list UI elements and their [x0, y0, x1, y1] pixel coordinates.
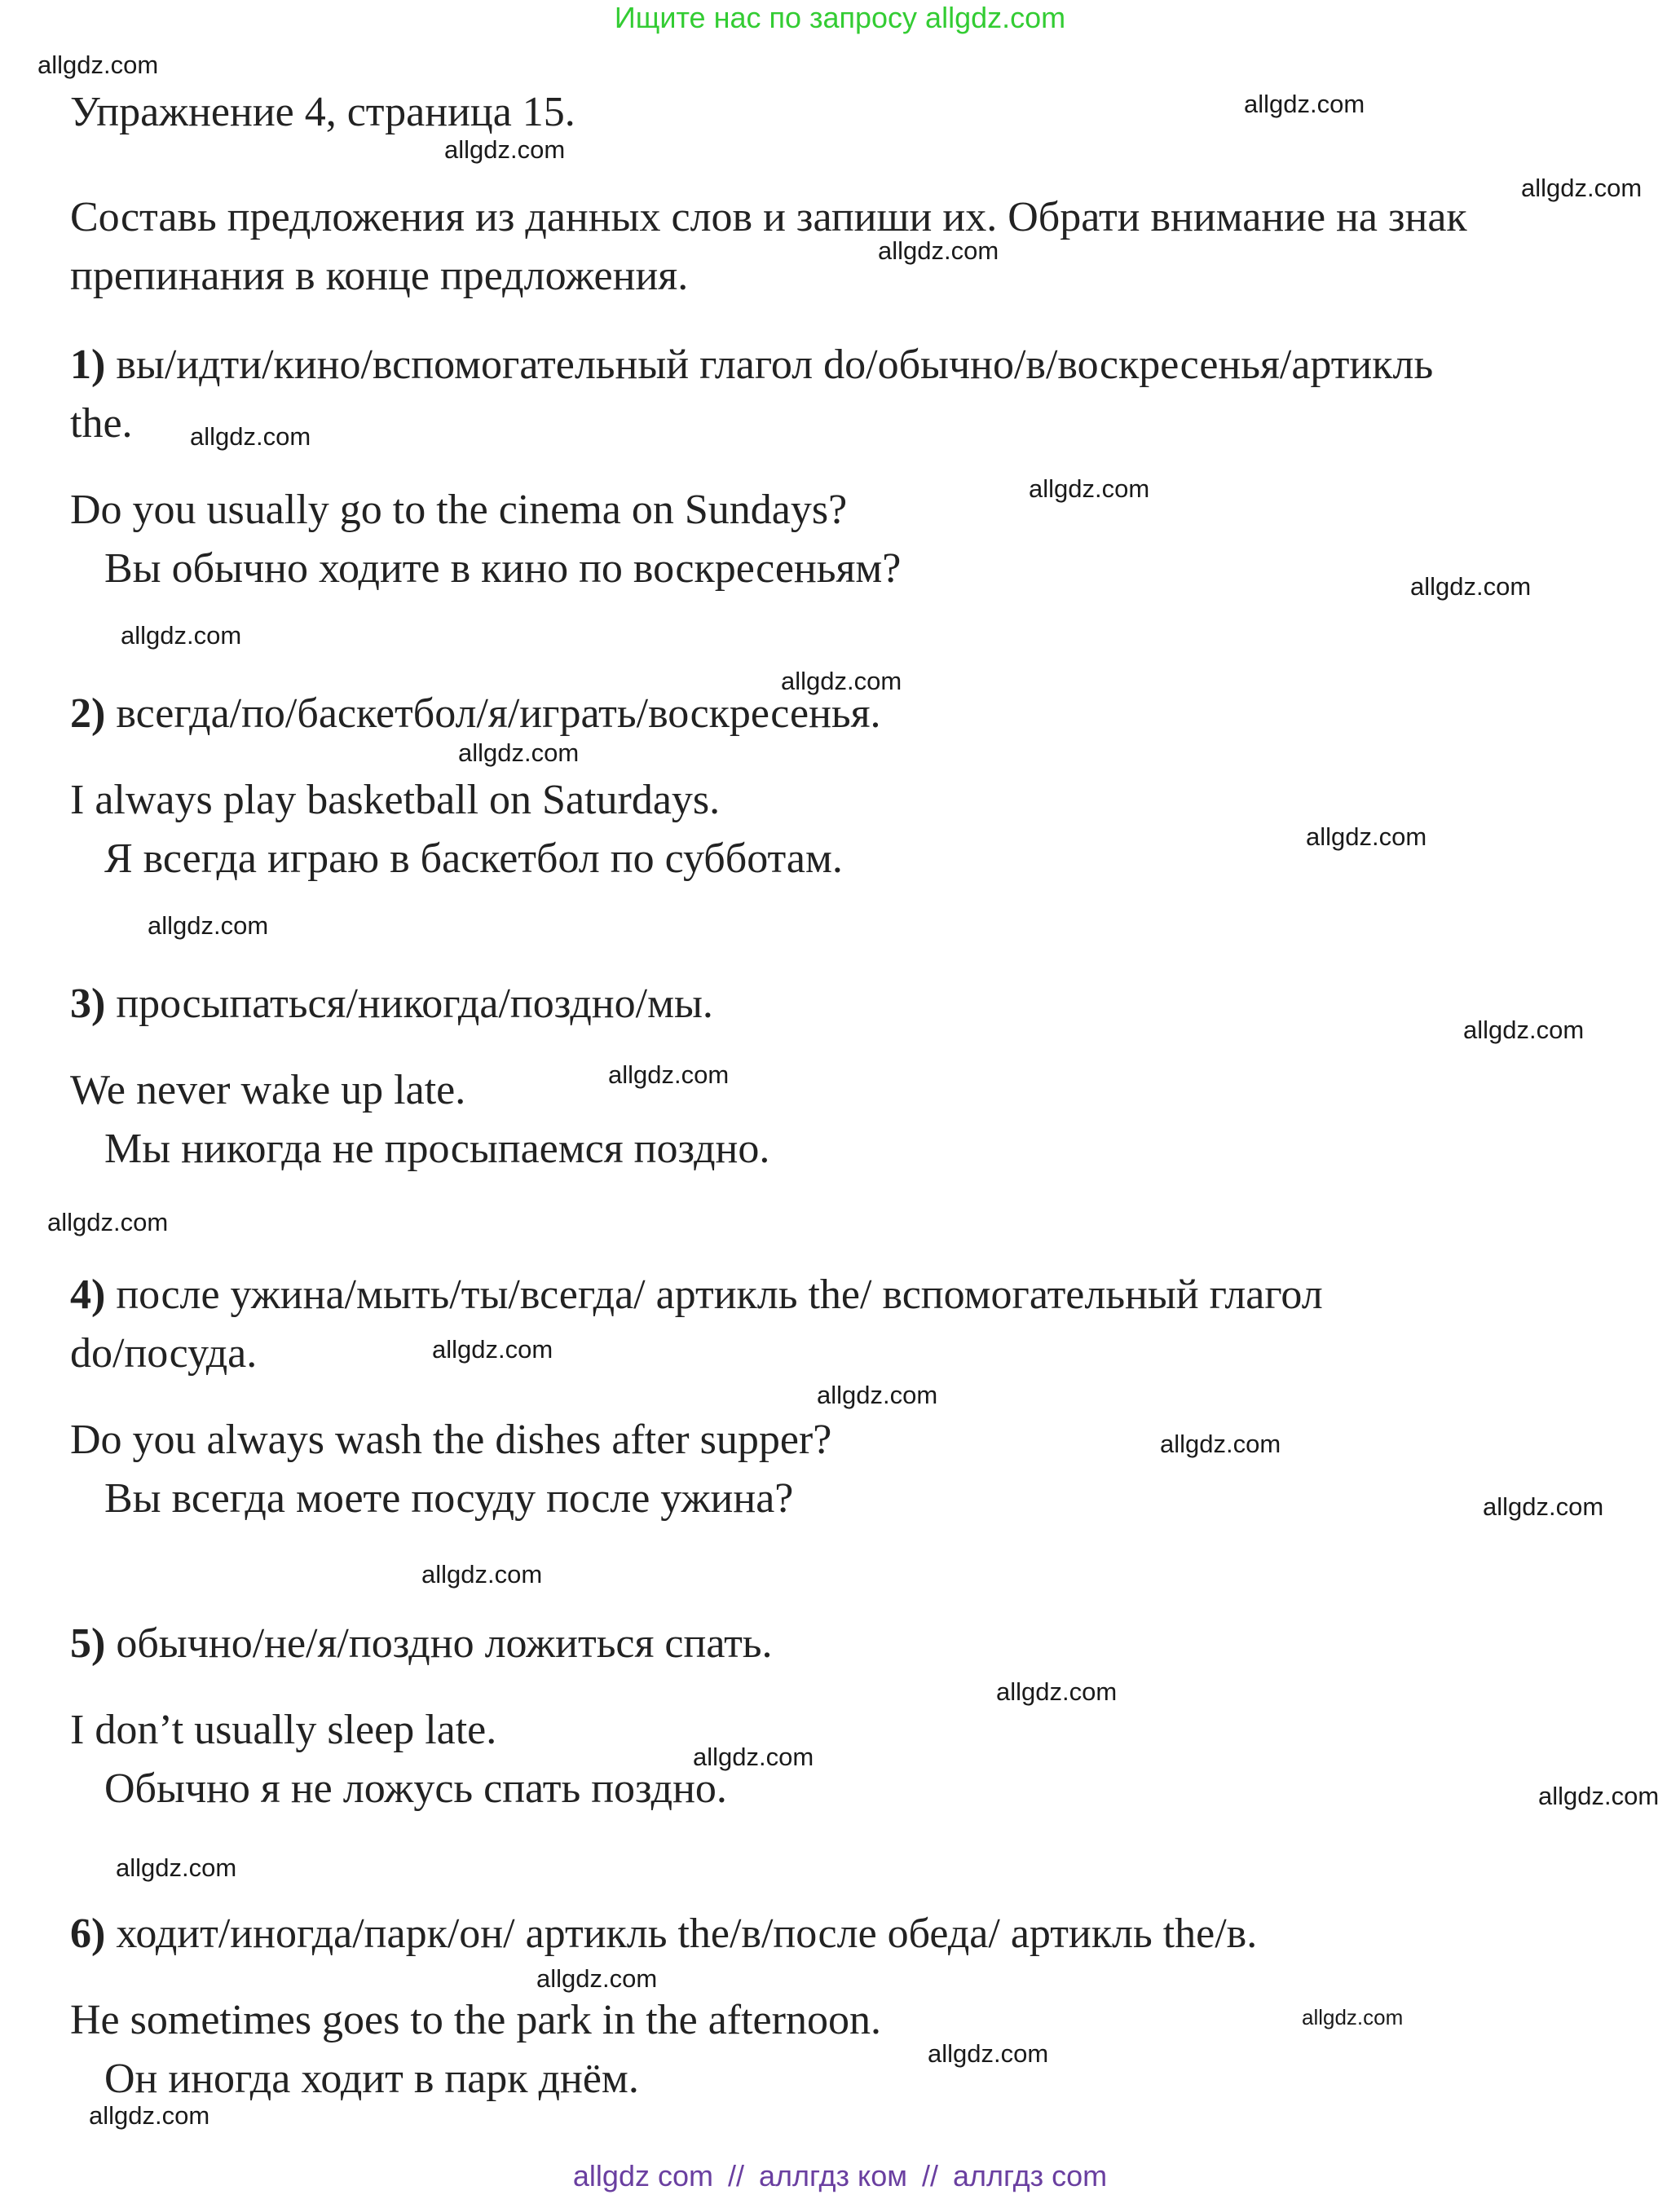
watermark: allgdz.com [89, 2101, 210, 2130]
bottom-banner-item: аллгдз ком [759, 2159, 907, 2192]
watermark: allgdz.com [608, 1060, 730, 1089]
bottom-banner [0, 2158, 1680, 2194]
watermark: allgdz.com [878, 236, 999, 265]
task-2-english: I always play basketball on Saturdays. [70, 777, 721, 823]
task-3-prompt [70, 975, 713, 1033]
task-1-prompt-cont: the. [70, 400, 133, 447]
watermark: allgdz.com [817, 1381, 938, 1409]
watermark: allgdz.com [1244, 90, 1365, 118]
task-4-prompt [70, 1266, 1323, 1324]
watermark: allgdz.com [444, 135, 566, 164]
task-5-prompt-text: обычно/не/я/поздно ложиться спать. [116, 1620, 773, 1667]
watermark: allgdz.com [781, 667, 902, 695]
instruction-line-1: Составь предложения из данных слов и запиши их. Обрати внимание на знак [70, 194, 1467, 240]
task-5-russian: Обычно я не ложусь спать поздно. [104, 1765, 727, 1812]
task-6-number: 6) [70, 1910, 106, 1957]
task-3-prompt-text: просыпаться/никогда/поздно/мы. [116, 981, 713, 1027]
task-1-number: 1) [70, 342, 106, 388]
watermark: allgdz.com [536, 1964, 658, 1993]
page-title: Упражнение 4, страница 15. [70, 89, 575, 135]
watermark: allgdz.com [1538, 1782, 1660, 1810]
task-6-russian: Он иногда ходит в парк днём. [104, 2056, 639, 2102]
task-5-number: 5) [70, 1620, 106, 1667]
watermark: allgdz.com [1483, 1492, 1604, 1521]
task-1-prompt [70, 336, 1433, 394]
task-4-prompt-text: после ужина/мыть/ты/всегда/ артикль the/ вспомогательный глагол [116, 1271, 1323, 1318]
watermark: allgdz.com [458, 738, 580, 767]
task-4-english: Do you always wash the dishes after supper? [70, 1417, 832, 1463]
task-4-prompt-cont: do/посуда. [70, 1330, 258, 1377]
task-1-english: Do you usually go to the cinema on Sundays? [70, 487, 848, 533]
task-2-number: 2) [70, 690, 106, 737]
task-6-prompt-text: ходит/иногда/парк/он/ артикль the/в/после обеда/ артикль the/в. [116, 1910, 1258, 1957]
watermark: allgdz.com [996, 1677, 1118, 1706]
watermark: allgdz.com [37, 51, 159, 79]
watermark: allgdz.com [1029, 474, 1150, 503]
task-5-prompt [70, 1615, 773, 1673]
task-1-prompt-text: вы/идти/кино/вспомогательный глагол do/обычно/в/воскресенья/артикль [116, 342, 1434, 388]
watermark: allgdz.com [47, 1208, 169, 1236]
task-2-prompt-text: всегда/по/баскетбол/я/играть/воскресенья. [116, 690, 881, 737]
watermark: allgdz.com [1302, 2005, 1404, 2029]
task-2-russian: Я всегда играю в баскетбол по субботам. [104, 835, 843, 882]
task-5-english: I don’t usually sleep late. [70, 1707, 497, 1753]
task-4-russian: Вы всегда моете посуду после ужина? [104, 1475, 794, 1522]
watermark: allgdz.com [1160, 1430, 1281, 1458]
watermark: allgdz.com [148, 911, 269, 940]
bottom-banner-item: allgdz com [572, 2159, 713, 2192]
top-banner: Ищите нас по запросу allgdz.com [614, 1, 1066, 34]
task-2-prompt [70, 685, 881, 743]
task-6-english: He sometimes goes to the park in the afternoon. [70, 1997, 881, 2043]
task-3-russian: Мы никогда не просыпаемся поздно. [104, 1126, 770, 1172]
watermark: allgdz.com [1463, 1016, 1585, 1044]
watermark: allgdz.com [693, 1743, 814, 1771]
instruction-line-2: препинания в конце предложения. [70, 253, 689, 299]
bottom-banner-item: аллгдз com [953, 2159, 1108, 2192]
bottom-banner-separator: // [727, 2159, 744, 2192]
task-3-number: 3) [70, 981, 106, 1027]
watermark: allgdz.com [190, 422, 311, 451]
watermark: allgdz.com [121, 621, 242, 650]
watermark: allgdz.com [421, 1560, 543, 1589]
watermark: allgdz.com [432, 1335, 553, 1364]
watermark: allgdz.com [928, 2039, 1049, 2068]
task-3-english: We never wake up late. [70, 1067, 466, 1113]
bottom-banner-separator: // [922, 2159, 939, 2192]
task-1-russian: Вы обычно ходите в кино по воскресеньям? [104, 545, 902, 592]
watermark: allgdz.com [116, 1853, 237, 1882]
watermark: allgdz.com [1521, 174, 1643, 202]
watermark: allgdz.com [1410, 572, 1532, 601]
task-6-prompt [70, 1905, 1257, 1963]
watermark: allgdz.com [1306, 822, 1427, 851]
task-4-number: 4) [70, 1271, 106, 1318]
